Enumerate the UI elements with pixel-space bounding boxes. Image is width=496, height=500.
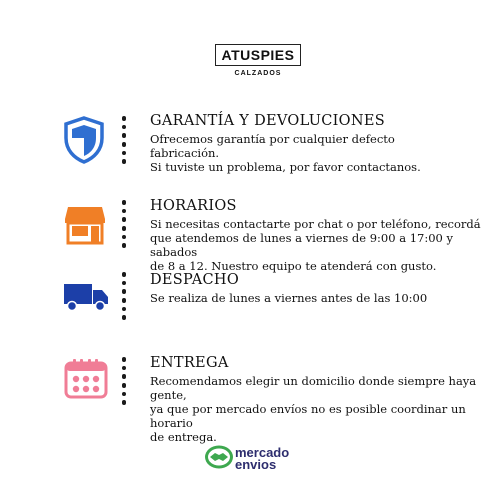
calendar-icon xyxy=(64,359,108,399)
section-line: Si tuviste un problema, por favor contactanos. xyxy=(150,160,421,174)
mercado-envios-logo xyxy=(235,447,289,471)
section-line: fabricación. xyxy=(150,146,220,160)
shield-icon xyxy=(63,116,105,164)
section-title: ENTREGA xyxy=(150,355,229,371)
section-line: de entrega. xyxy=(150,430,217,444)
divider-dots-1 xyxy=(121,116,127,168)
section-dispatch xyxy=(150,272,490,305)
section-line: Se realiza de lunes a viernes antes de las 10:00 xyxy=(150,291,428,305)
brand-logo xyxy=(215,44,301,66)
divider-dots-4 xyxy=(121,357,127,409)
logo-line-mercado: mercado xyxy=(235,445,290,460)
section-line: Ofrecemos garantía por cualquier defecto xyxy=(150,132,395,146)
section-line: Si necesitas contactarte por chat o por teléfono, recordá xyxy=(150,217,481,231)
section-line: Recomendamos elegir un domicilio donde siempre haya gente, xyxy=(150,374,477,402)
divider-dots-3 xyxy=(121,272,127,324)
section-hours xyxy=(150,198,490,273)
logo-line-envios: envios xyxy=(235,457,277,472)
store-icon xyxy=(64,205,106,245)
section-line: de 8 a 12. Nuestro equipo te atenderá con gusto. xyxy=(150,259,437,273)
section-title: HORARIOS xyxy=(150,198,237,214)
section-line: ya que por mercado envíos no es posible coordinar un horario xyxy=(150,402,466,430)
section-title: DESPACHO xyxy=(150,272,240,288)
section-title: GARANTÍA Y DEVOLUCIONES xyxy=(150,113,385,129)
handshake-icon xyxy=(204,444,234,470)
brand-tagline: CALZADOS xyxy=(234,70,282,77)
section-delivery xyxy=(150,355,490,444)
divider-dots-2 xyxy=(121,200,127,252)
section-warranty xyxy=(150,113,490,174)
brand-name: ATUSPIES xyxy=(221,47,295,63)
truck-icon xyxy=(63,282,109,312)
section-line: que atendemos de lunes a viernes de 9:00 a 17:00 y sabados xyxy=(150,231,454,259)
